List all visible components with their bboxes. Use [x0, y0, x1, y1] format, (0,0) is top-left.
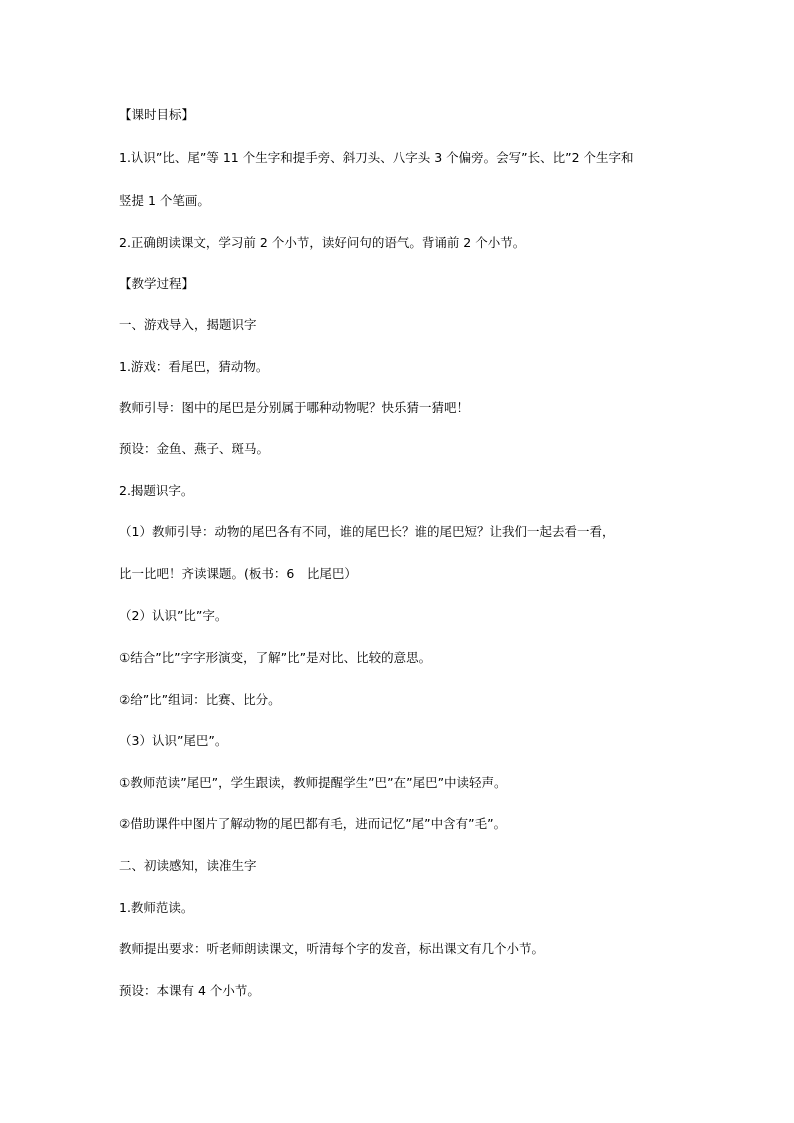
part-2-step-1: 1.教师范读。 [119, 900, 194, 915]
section-heading-process: 【教学过程】 [119, 276, 195, 291]
substep-2-heading: （2）认识”比”字。 [119, 608, 228, 623]
substep-2-item-1: ①结合”比”字字形演变，了解”比”是对比、比较的意思。 [119, 650, 432, 665]
objective-1-line-2: 竖提 1 个笔画。 [119, 193, 210, 208]
preset-sections-count: 预设：本课有 4 个小节。 [119, 983, 260, 998]
substep-3-heading: （3）认识”尾巴”。 [119, 733, 228, 748]
objective-2: 2.正确朗读课文，学习前 2 个小节，读好问句的语气。背诵前 2 个小节。 [119, 235, 526, 250]
teacher-requirement-paragraph: 教师提出要求：听老师朗读课文，听清每个字的发音，标出课文有几个小节。 [119, 941, 545, 956]
part-1-heading: 一、游戏导入，揭题识字 [119, 317, 257, 332]
step-2-heading: 2.揭题识字。 [119, 483, 194, 498]
teacher-guide-paragraph: 教师引导：图中的尾巴是分别属于哪种动物呢？快乐猜一猜吧！ [119, 400, 470, 415]
section-heading-objectives: 【课时目标】 [119, 107, 195, 122]
step-1-game: 1.游戏：看尾巴，猜动物。 [119, 359, 269, 374]
part-2-heading: 二、初读感知，读准生字 [119, 858, 257, 873]
substep-2-item-2: ②给”比”组词：比赛、比分。 [119, 692, 281, 707]
objective-1-line-1: 1.认识”比、尾”等 11 个生字和提手旁、斜刀头、八字头 3 个偏旁。会写”长、比”2 个生字和 [119, 150, 634, 165]
preset-answer: 预设：金鱼、燕子、斑马。 [119, 441, 270, 456]
substep-3-item-2: ②借助课件中图片了解动物的尾巴都有毛，进而记忆”尾”中含有”毛”。 [119, 816, 507, 831]
substep-1-line-2: 比一比吧！齐读课题。(板书：6 比尾巴） [119, 566, 357, 581]
substep-3-item-1: ①教师范读”尾巴”，学生跟读，教师提醒学生”巴”在”尾巴”中读轻声。 [119, 775, 507, 790]
substep-1-line-1: （1）教师引导：动物的尾巴各有不同，谁的尾巴长？谁的尾巴短？让我们一起去看一看， [119, 524, 615, 539]
